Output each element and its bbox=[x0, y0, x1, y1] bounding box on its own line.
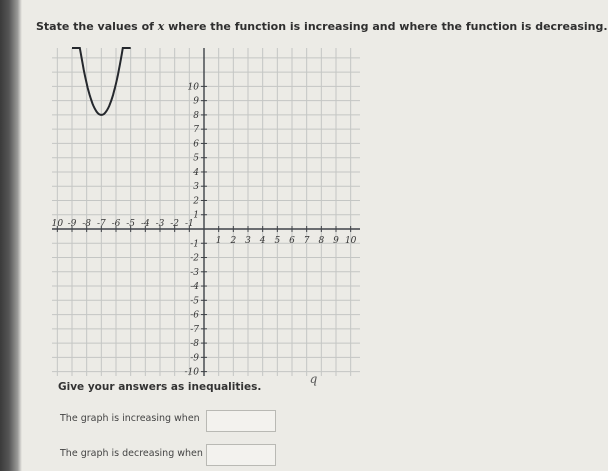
y-tick-label: -3 bbox=[190, 267, 199, 278]
background-shadow bbox=[0, 0, 22, 471]
question-text-end: where the function is increasing and where the function is decreasing. bbox=[164, 20, 608, 33]
x-tick-label: 10 bbox=[51, 219, 64, 229]
question-variable: x bbox=[157, 20, 165, 33]
y-tick-label: 9 bbox=[193, 96, 199, 107]
y-tick-label: 4 bbox=[193, 167, 199, 178]
x-tick-label: 3 bbox=[245, 236, 251, 246]
instruction-text: Give your answers as inequalities. bbox=[58, 381, 262, 393]
increasing-answer-input[interactable] bbox=[206, 410, 276, 432]
y-tick-label: -8 bbox=[190, 339, 199, 350]
y-tick-label: 10 bbox=[187, 82, 199, 93]
x-tick-label: -3 bbox=[155, 219, 165, 229]
x-tick-label: 10 bbox=[344, 236, 357, 246]
x-tick-label: -1 bbox=[184, 219, 194, 229]
y-tick-label: -1 bbox=[190, 239, 199, 250]
x-tick-label: -8 bbox=[82, 219, 92, 229]
y-tick-label: -6 bbox=[190, 310, 199, 321]
x-tick-label: 1 bbox=[215, 236, 222, 246]
x-tick-label: -6 bbox=[111, 219, 121, 229]
increasing-label: The graph is increasing when bbox=[60, 413, 200, 424]
x-tick-label: -4 bbox=[140, 219, 150, 229]
x-tick-label: -7 bbox=[96, 219, 106, 229]
y-tick-label: 7 bbox=[193, 125, 199, 136]
x-tick-label: 6 bbox=[289, 236, 295, 246]
question-text bbox=[36, 20, 608, 33]
y-tick-label: 5 bbox=[193, 153, 199, 164]
x-tick-label: 7 bbox=[303, 236, 310, 246]
y-tick-label: 8 bbox=[193, 110, 199, 121]
y-axis-labels bbox=[185, 82, 200, 377]
y-tick-label: 3 bbox=[193, 182, 199, 193]
grid-lines bbox=[52, 48, 360, 376]
y-tick-label: 6 bbox=[193, 139, 199, 150]
y-tick-label: -2 bbox=[190, 253, 199, 264]
question-text-start: State the values of bbox=[36, 20, 158, 33]
axes bbox=[52, 48, 360, 376]
decreasing-label: The graph is decreasing when bbox=[60, 448, 203, 459]
x-tick-label: -2 bbox=[170, 219, 180, 229]
x-tick-label: 4 bbox=[259, 236, 266, 246]
x-tick-label: 5 bbox=[274, 236, 281, 246]
y-tick-label: -5 bbox=[190, 296, 199, 307]
decreasing-answer-input[interactable] bbox=[206, 444, 276, 466]
y-tick-label: 1 bbox=[193, 210, 199, 221]
y-tick-label: -4 bbox=[190, 282, 199, 293]
x-tick-label: -9 bbox=[67, 219, 77, 229]
y-tick-label: 2 bbox=[193, 196, 199, 207]
x-tick-label: 8 bbox=[318, 236, 325, 246]
y-tick-label: -9 bbox=[190, 353, 199, 364]
x-tick-label: -5 bbox=[126, 219, 136, 229]
x-tick-label: 9 bbox=[333, 236, 339, 246]
y-tick-label: -7 bbox=[190, 324, 199, 335]
x-tick-label: 2 bbox=[230, 236, 237, 246]
y-tick-label: -10 bbox=[184, 367, 199, 378]
corner-mark: q bbox=[309, 372, 318, 387]
